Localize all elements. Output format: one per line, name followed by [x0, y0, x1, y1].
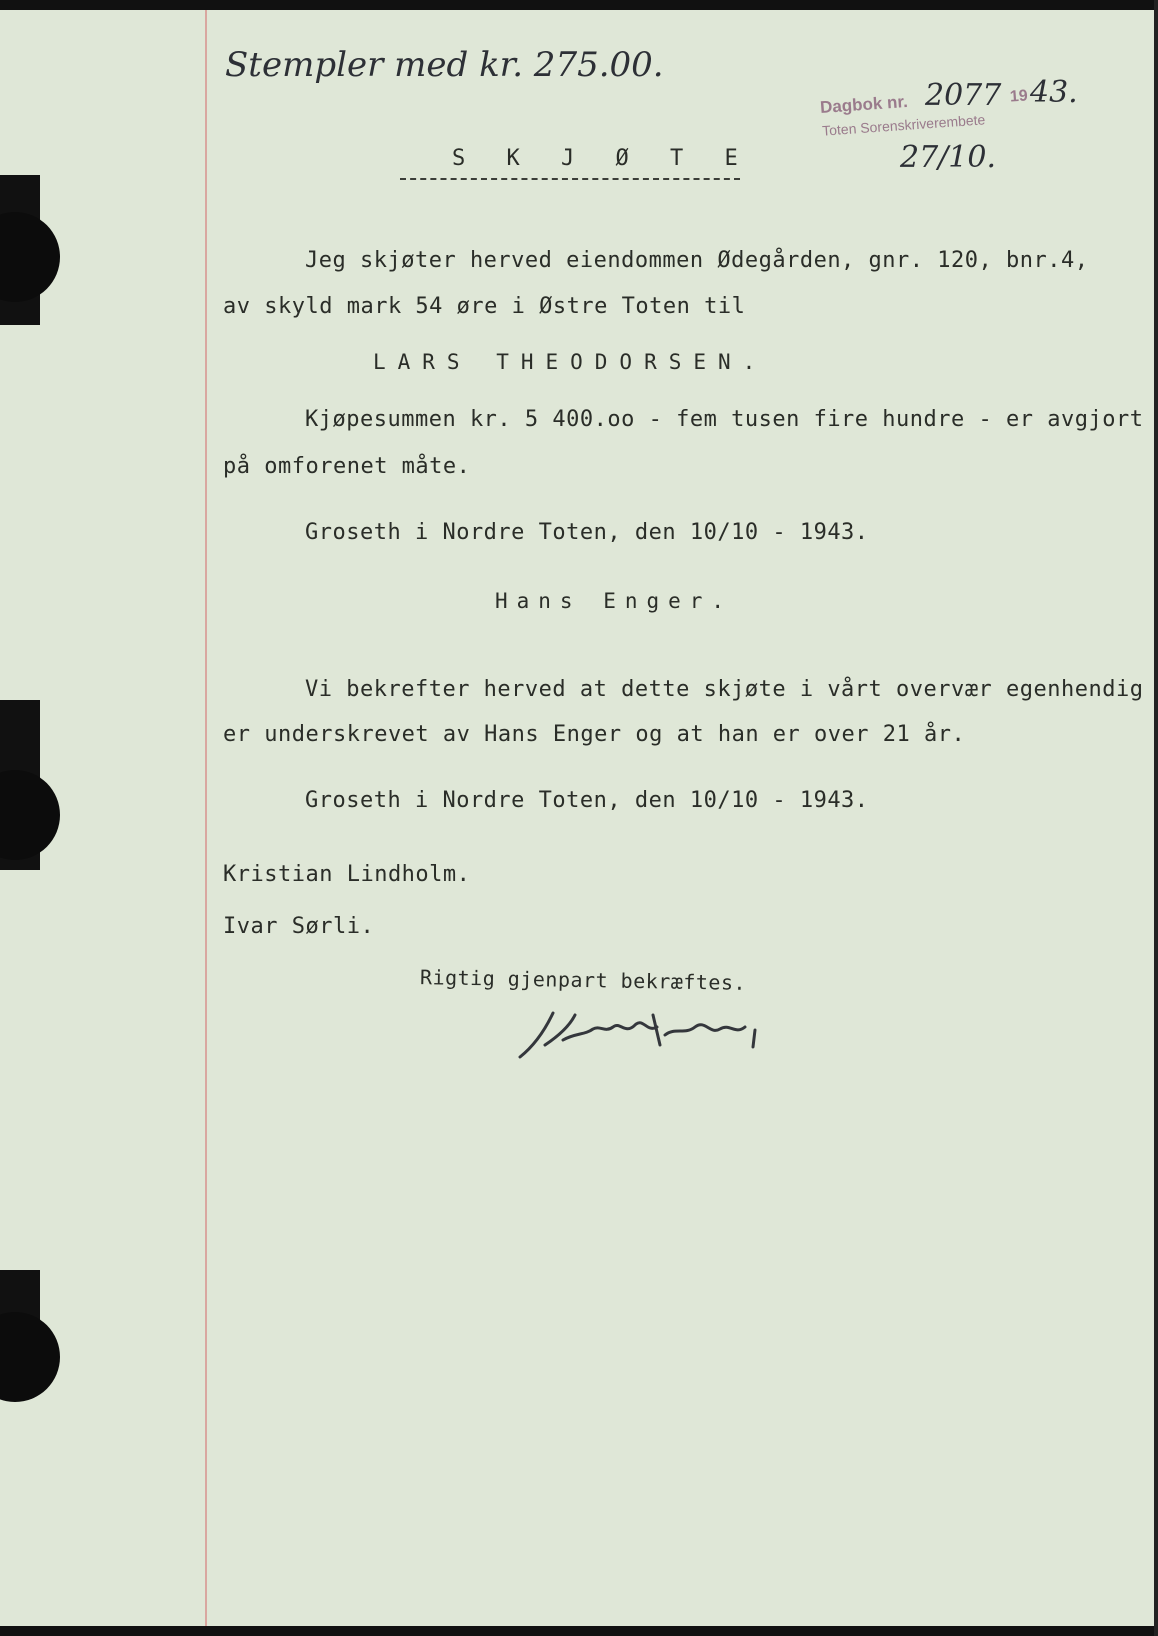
paragraph-2-line-1: Kjøpesummen kr. 5 400.oo - fem tusen fire hundre - er avgjort [305, 407, 1144, 432]
scan-border-right [1154, 0, 1158, 1636]
stamp-entry-number: 2077 [925, 78, 1002, 113]
buyer-name: LARS THEODORSEN. [373, 350, 768, 374]
title-underline [400, 178, 740, 180]
punch-hole-2 [0, 770, 60, 860]
seller-signature-name: Hans Enger. [495, 589, 734, 613]
margin-line [205, 10, 207, 1626]
paragraph-3-line-1: Vi bekrefter herved at dette skjøte i vårt overvær egenhendig [305, 677, 1144, 702]
handwritten-signature [515, 1005, 785, 1065]
stamp-office: Toten Sorenskriverembete [821, 111, 986, 139]
paragraph-1-line-1: Jeg skjøter herved eiendommen Ødegården, gnr. 120, bnr.4, [305, 248, 1089, 273]
stamp-date: 27/10. [900, 140, 996, 175]
document-title: S K J Ø T E [452, 146, 752, 171]
witness-1: Kristian Lindholm. [223, 862, 471, 887]
certification-text: Rigtig gjenpart bekræftes. [419, 965, 747, 995]
paragraph-3-line-2: er underskrevet av Hans Enger og at han er over 21 år. [223, 722, 966, 747]
paragraph-2-line-2: på omforenet måte. [223, 454, 471, 479]
punch-hole-3 [0, 1312, 60, 1402]
stamp-year-prefix: 19 [1009, 87, 1029, 106]
paragraph-1-line-2: av skyld mark 54 øre i Østre Toten til [223, 294, 746, 319]
punch-hole-1 [0, 212, 60, 302]
place-date-2: Groseth i Nordre Toten, den 10/10 - 1943. [305, 788, 869, 813]
witness-2: Ivar Sørli. [223, 914, 375, 939]
scan-border-top [0, 0, 1158, 10]
stamp-label: Dagbok nr. [819, 91, 909, 118]
stamp-year: 43. [1030, 75, 1078, 110]
scan-border-bottom [0, 1626, 1158, 1636]
place-date-1: Groseth i Nordre Toten, den 10/10 - 1943. [305, 520, 869, 545]
handwritten-stamp-duty-note: Stempler med kr. 275.00. [225, 45, 664, 85]
